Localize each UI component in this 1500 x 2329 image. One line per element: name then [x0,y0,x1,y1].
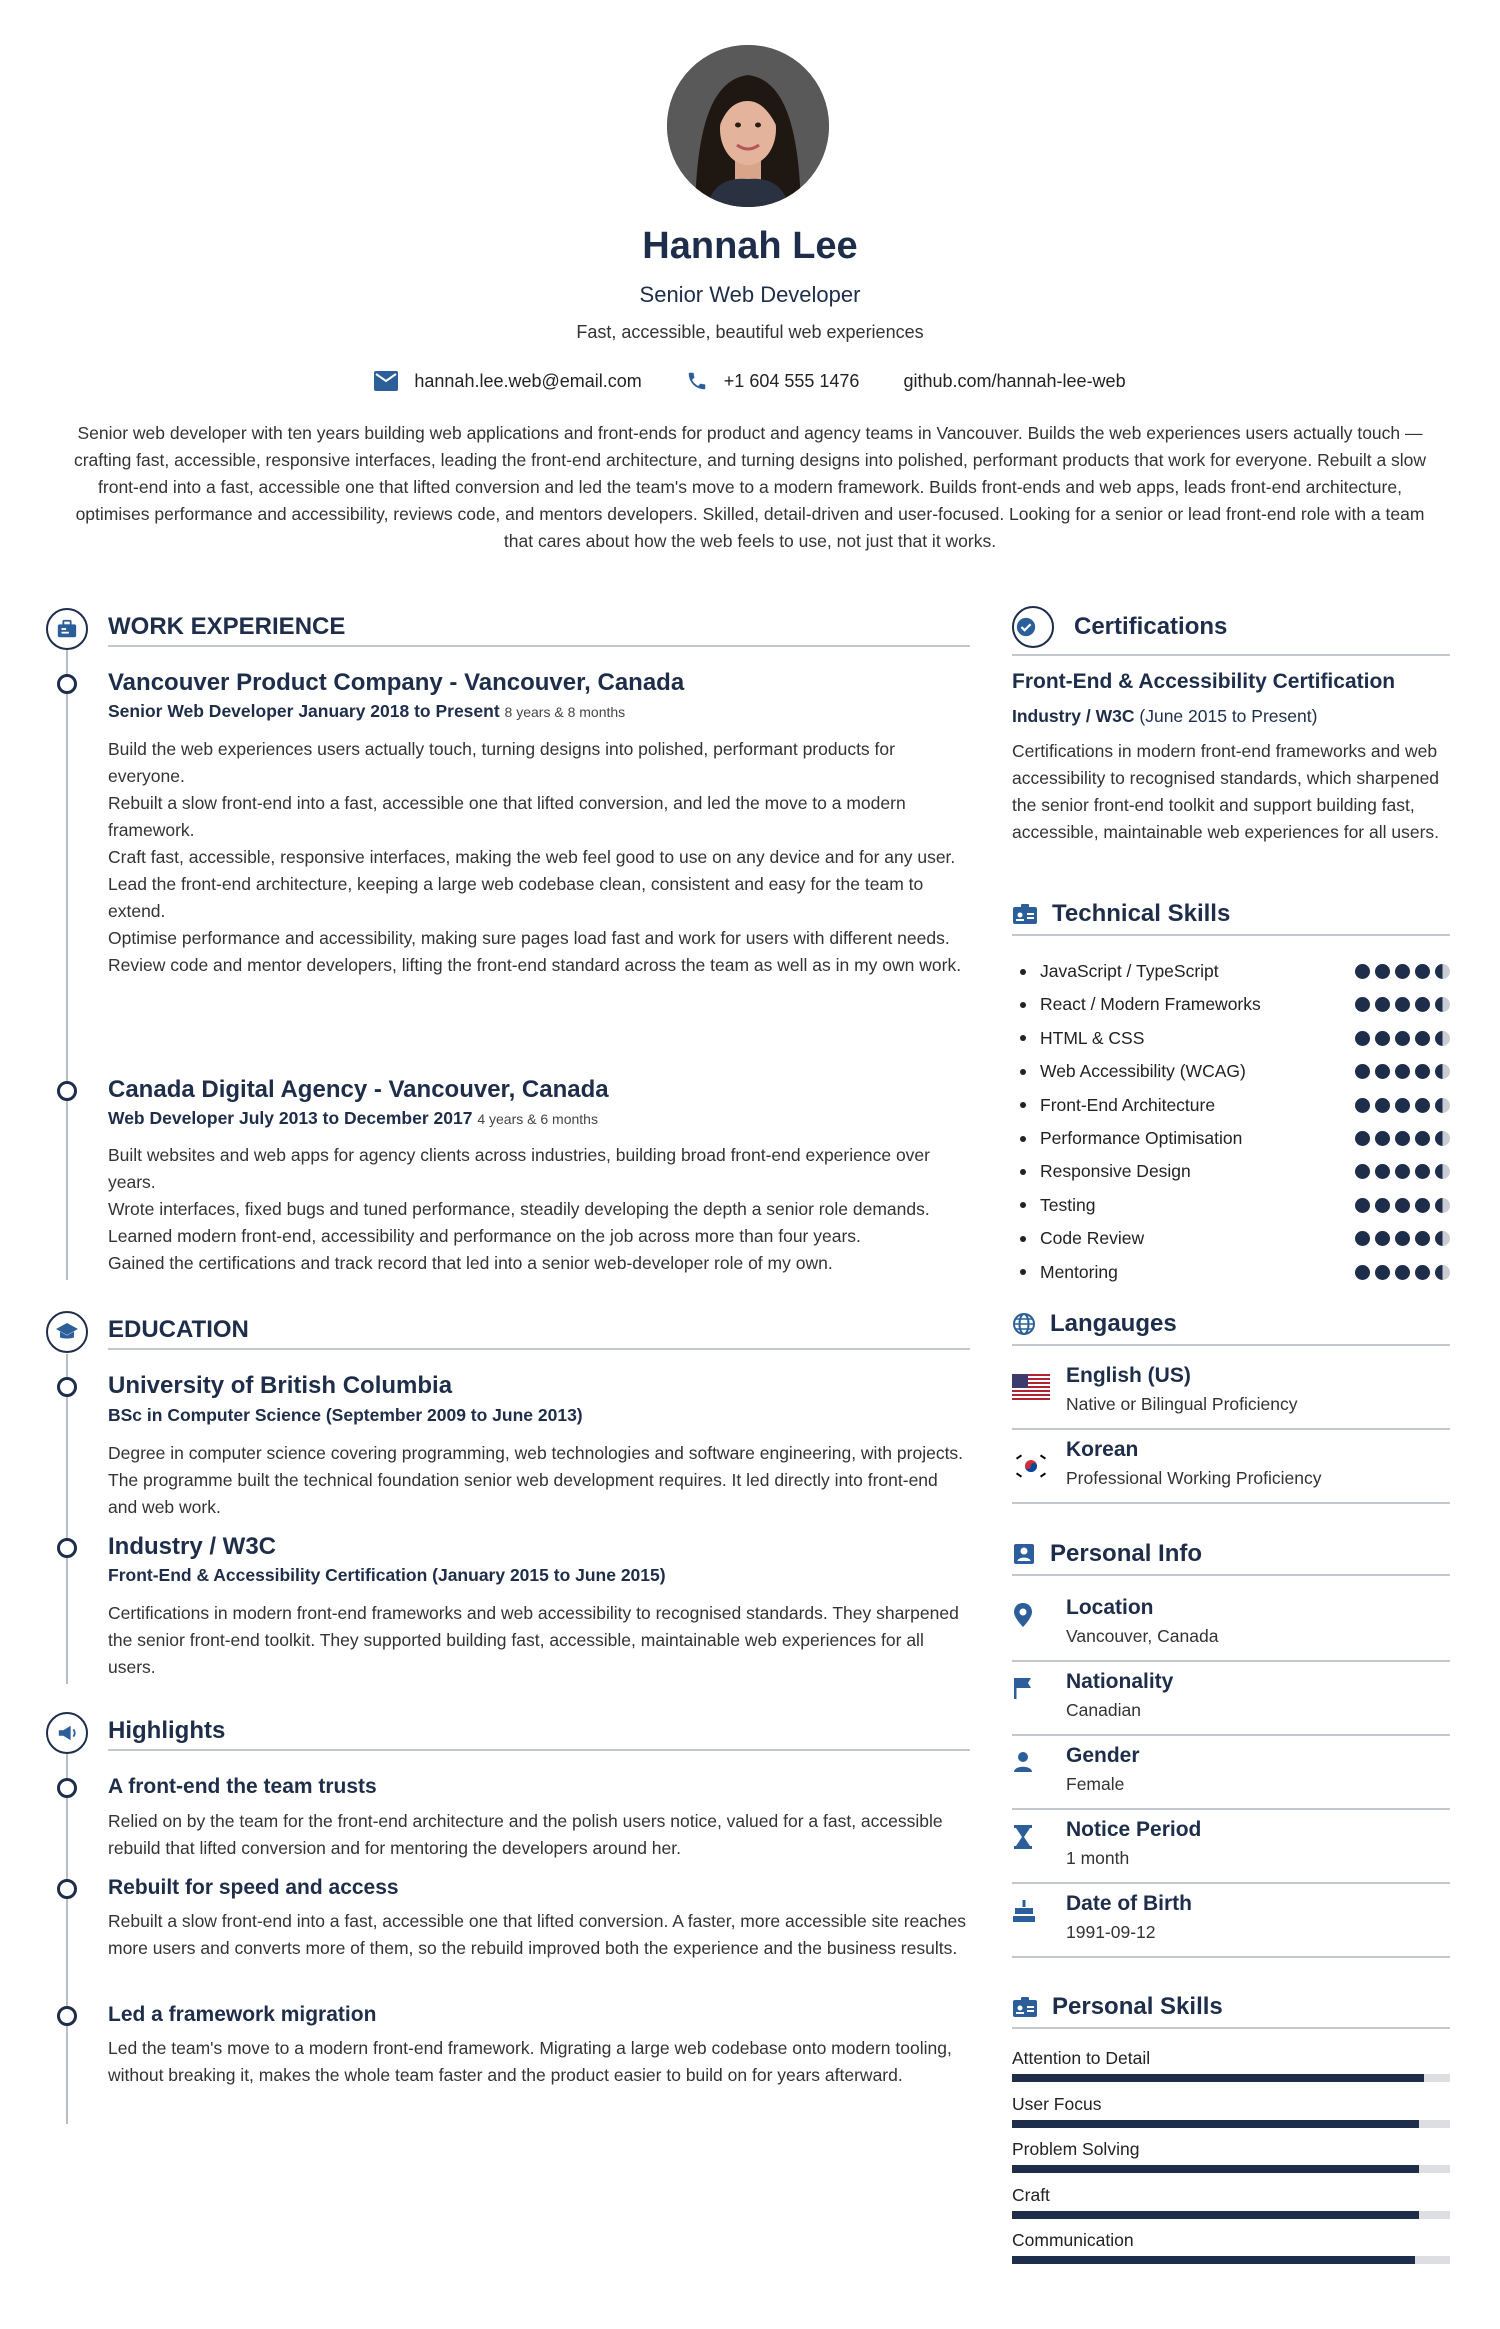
technical-skill-label: Front-End Architecture [1040,1094,1216,1115]
language-level: Native or Bilingual Proficiency [1066,1394,1298,1414]
personal-skill-bar-fill [1012,2074,1424,2082]
certification-dates: (June 2015 to Present) [1139,706,1318,726]
degree-dates: (January 2015 to June 2015) [432,1565,666,1585]
tagline: Fast, accessible, beautiful web experiences [576,322,924,342]
job-dates: July 2013 to December 2017 [238,1108,473,1128]
phone-contact[interactable] [686,370,860,392]
info-row-gender [1012,1736,1450,1810]
technical-skill-row [1012,1022,1450,1055]
rating-dot [1375,1064,1390,1079]
certification-description: Certifications in modern front-end frameworks and web accessibility to recognised standards, which sharpened the senior front-end toolkit and support building fast, accessible, maintainable web experiences for all users. [1012,741,1440,842]
certification-name: Front-End & Accessibility Certification [1012,670,1396,693]
education-description: Degree in computer science covering programming, web technologies and software engineering, with projects. The programme built the technical foundation senior web development requires. It led directly into front-end and web work. [108,1443,964,1517]
job-bullet: Review code and mentor developers, lifting the front-end standard across the team as well as in my own work. [108,955,962,975]
personal-skill-bar [1012,2256,1450,2264]
rating-dot [1375,1131,1390,1146]
bullet-icon [1020,1169,1026,1175]
website-contact[interactable] [903,371,1125,392]
rating-dot [1415,1231,1430,1246]
highlights-section-icon [46,1712,88,1754]
rating-dot [1415,1031,1430,1046]
rating-dot [1375,1031,1390,1046]
job-company: Vancouver Product Company - Vancouver, Canada [108,669,685,696]
rating-dot [1375,997,1390,1012]
id-card-icon [1012,903,1038,925]
rating-dot [1415,1164,1430,1179]
info-label: Date of Birth [1066,1892,1192,1915]
bullet-icon [1020,969,1026,975]
summary-paragraph: Senior web developer with ten years building web applications and front-ends for product and agency teams in Vancouver. Builds the web experiences users actually touch — crafting fast, accessible, responsive interfaces, leading the front-end architecture, and turning designs into polished, performant products that work for everyone. Rebuilt a slow front-end into a fast, accessible one that lifted conversion and led the team's move to a modern framework. Builds front-ends and web apps, leads front-end architecture, optimises performance and accessibility, reviews code, and mentors developers. Skilled, detail-driven and user-focused. Looking for a senior or lead front-end role with a team that cares about how the web feels to use, not just that it works. [73,423,1427,551]
highlight-title: A front-end the team trusts [108,1775,377,1798]
skill-rating [1355,1164,1450,1179]
technical-skill-label: JavaScript / TypeScript [1040,961,1219,981]
skill-rating [1355,1031,1450,1046]
technical-skill-row [1012,988,1450,1021]
skill-rating [1355,964,1450,979]
job-title: Senior Web Developer [639,282,861,307]
rating-dot [1435,1265,1450,1280]
rating-dot [1395,964,1410,979]
skill-rating [1355,1064,1450,1079]
technical-skills-heading-text: Technical Skills [1052,900,1231,927]
skill-rating [1355,1231,1450,1246]
job-meta [108,701,625,722]
info-row-location [1012,1588,1450,1662]
rating-dot [1375,1098,1390,1113]
phone-text: +1 604 555 1476 [723,370,860,391]
info-label: Gender [1066,1744,1140,1767]
bullet-icon [1020,1202,1026,1208]
degree-name: Front-End & Accessibility Certification [108,1565,428,1585]
badge-check-icon [1015,616,1037,638]
personal-skills-heading [1012,1993,1450,2029]
job-duration: 4 years & 6 months [477,1111,598,1127]
technical-skill-row [1012,1155,1450,1188]
languages-heading [1012,1310,1450,1346]
timeline-dot [57,1778,77,1798]
education-description: Certifications in modern front-end frameworks and web accessibility to recognised standards. They sharpened the senior front-end toolkit. They supported building fast, accessible, maintainable web experiences for all users. [108,1603,959,1677]
rating-dot [1395,1098,1410,1113]
job-role: Web Developer [108,1108,235,1128]
highlights-heading: Highlights [108,1717,970,1751]
cake-icon [1012,1898,1036,1924]
profile-photo [667,45,829,207]
certification-meta [1012,706,1317,727]
technical-skill-label: Testing [1040,1194,1096,1215]
rating-dot [1395,1231,1410,1246]
personal-skill-bar [1012,2120,1450,2128]
rating-dot [1435,1164,1450,1179]
personal-skill-label: Communication [1012,2230,1134,2250]
personal-skill-bar [1012,2211,1450,2219]
rating-dot [1435,964,1450,979]
bullet-icon [1020,1069,1026,1075]
technical-skill-row [1012,1256,1450,1289]
id-card-icon [1012,1996,1038,2018]
rating-dot [1355,1064,1370,1079]
bullet-icon [1020,1136,1026,1142]
graduation-cap-icon [55,1321,79,1343]
degree-meta [108,1565,666,1586]
rating-dot [1395,1198,1410,1213]
highlight-title: Led a framework migration [108,2003,377,2026]
technical-skill-label: Mentoring [1040,1261,1118,1282]
job-bullet: Built websites and web apps for agency clients across industries, building broad front-end experience over years. [108,1145,930,1192]
personal-skill-bar-fill [1012,2120,1419,2128]
technical-skill-label: Web Accessibility (WCAG) [1040,1061,1246,1082]
rating-dot [1355,1231,1370,1246]
rating-dot [1395,1031,1410,1046]
personal-info-heading [1012,1540,1450,1576]
language-row [1012,1358,1450,1430]
highlight-body: Led the team's move to a modern front-end framework. Migrating a large web codebase onto modern tooling, without breaking it, makes the whole team faster and the product easier to build on for years afterward. [108,2038,952,2085]
job-bullet: Learned modern front-end, accessibility and performance on the job across more than four years. [108,1226,861,1246]
info-row-nationality [1012,1662,1450,1736]
rating-dot [1355,997,1370,1012]
job-bullets [108,1142,970,1277]
location-pin-icon [1012,1602,1034,1628]
job-bullet: Wrote interfaces, fixed bugs and tuned performance, steadily developing the depth a senior role demands. [108,1199,930,1219]
person-icon [1012,1750,1034,1774]
info-value: 1991-09-12 [1066,1922,1156,1942]
email-contact[interactable] [374,371,641,392]
skill-rating [1355,997,1450,1012]
job-bullet: Gained the certifications and track record that led into a senior web-developer role of my own. [108,1253,833,1273]
timeline-dot [57,1879,77,1899]
degree-name: BSc in Computer Science [108,1405,321,1425]
job-duration: 8 years & 8 months [504,704,626,720]
rating-dot [1435,1131,1450,1146]
candidate-name: Hannah Lee [642,225,858,267]
school-name: Industry / W3C [108,1533,277,1560]
email-text: hannah.lee.web@email.com [414,370,642,391]
personal-skill-bar [1012,2165,1450,2173]
info-value: Female [1066,1774,1125,1794]
personal-skill-label: Craft [1012,2184,1050,2205]
rating-dot [1415,1265,1430,1280]
rating-dot [1435,1098,1450,1113]
work-timeline [66,650,68,1280]
globe-icon [1012,1312,1036,1336]
skill-rating [1355,1098,1450,1113]
briefcase-icon [56,618,78,640]
technical-skill-label: Responsive Design [1040,1161,1191,1182]
technical-skill-row [1012,1089,1450,1122]
language-name: Korean [1066,1438,1139,1461]
rating-dot [1435,1064,1450,1079]
rating-dot [1395,1164,1410,1179]
personal-skill-label: User Focus [1012,2093,1102,2114]
info-label: Location [1066,1596,1154,1619]
education-section-icon [46,1311,88,1353]
rating-dot [1395,1131,1410,1146]
rating-dot [1415,1198,1430,1213]
certifications-heading-text: Certifications [1074,613,1228,640]
technical-skill-label: HTML & CSS [1040,1027,1145,1048]
languages-heading-text: Langauges [1050,1310,1177,1337]
bullet-icon [1020,1236,1026,1242]
job-bullet: Lead the front-end architecture, keeping a large web codebase clean, consistent and easy for the team to extend. [108,874,924,921]
personal-skill-bar-fill [1012,2211,1419,2219]
job-role: Senior Web Developer [108,701,294,721]
timeline-dot [57,2006,77,2026]
technical-skill-row [1012,1055,1450,1088]
language-level: Professional Working Proficiency [1066,1468,1322,1488]
skill-rating [1355,1265,1450,1280]
language-row [1012,1430,1450,1504]
rating-dot [1415,1131,1430,1146]
job-dates: January 2018 to Present [298,701,500,721]
info-value: Canadian [1066,1700,1141,1720]
timeline-dot [57,1538,77,1558]
info-value: Vancouver, Canada [1066,1626,1219,1646]
rating-dot [1415,1098,1430,1113]
rating-dot [1355,1031,1370,1046]
flag-icon [1012,1676,1034,1700]
education-timeline [66,1354,68,1684]
highlights-timeline [66,1754,68,2124]
rating-dot [1395,1064,1410,1079]
job-bullet: Optimise performance and accessibility, making sure pages load fast and work for users with different needs. [108,928,950,948]
rating-dot [1435,997,1450,1012]
technical-skill-row [1012,1222,1450,1255]
personal-info-heading-text: Personal Info [1050,1540,1203,1567]
us-flag-icon [1012,1374,1050,1400]
info-label: Nationality [1066,1670,1174,1693]
job-bullets [108,736,970,979]
job-meta [108,1108,598,1129]
technical-skill-label: React / Modern Frameworks [1040,994,1261,1015]
job-bullet: Build the web experiences users actually touch, turning designs into polished, performant products for everyone. [108,739,895,786]
certifications-heading [1012,606,1450,656]
language-name: English (US) [1066,1364,1191,1387]
timeline-dot [57,674,77,694]
education-heading: EDUCATION [108,1316,970,1350]
personal-skill-bar-fill [1012,2256,1415,2264]
technical-skill-label: Code Review [1040,1228,1145,1249]
rating-dot [1355,964,1370,979]
bullet-icon [1020,1002,1026,1008]
technical-skills-heading [1012,900,1450,936]
rating-dot [1375,964,1390,979]
personal-skill-label: Problem Solving [1012,2139,1140,2159]
rating-dot [1415,1064,1430,1079]
rating-dot [1355,1131,1370,1146]
rating-dot [1355,1265,1370,1280]
hourglass-icon [1012,1824,1034,1850]
highlight-body: Rebuilt a slow front-end into a fast, accessible one that lifted conversion. A faster, more accessible site reaches more users and converts more of them, so the rebuild improved both the experience and the business results. [108,1911,966,1958]
rating-dot [1395,997,1410,1012]
contact-card-icon [1012,1542,1036,1566]
personal-skill-bar-fill [1012,2165,1419,2173]
bullet-icon [1020,1102,1026,1108]
timeline-dot [57,1377,77,1397]
phone-icon [686,370,708,392]
highlight-body: Relied on by the team for the front-end architecture and the polish users notice, valued for a fast, accessible rebuild that lifted conversion and for mentoring the developers around her. [108,1811,943,1858]
personal-skills-heading-text: Personal Skills [1052,1993,1223,2020]
technical-skill-row [1012,955,1450,988]
technical-skill-row [1012,1189,1450,1222]
job-bullet: Rebuilt a slow front-end into a fast, accessible one that lifted conversion, and led the move to a modern framework. [108,793,906,840]
degree-dates: (September 2009 to June 2013) [325,1405,583,1425]
info-value: 1 month [1066,1848,1130,1868]
rating-dot [1435,1198,1450,1213]
bullet-icon [1020,1035,1026,1041]
job-bullet: Craft fast, accessible, responsive interfaces, making the web feel good to use on any device and for any user. [108,847,956,867]
work-section-icon [46,608,88,650]
rating-dot [1375,1265,1390,1280]
contact-bar [0,370,1500,392]
kr-flag-icon [1012,1452,1050,1480]
rating-dot [1355,1164,1370,1179]
rating-dot [1355,1198,1370,1213]
rating-dot [1435,1031,1450,1046]
info-label: Notice Period [1066,1818,1202,1841]
technical-skill-label: Performance Optimisation [1040,1128,1243,1148]
rating-dot [1375,1164,1390,1179]
rating-dot [1355,1098,1370,1113]
rating-dot [1375,1198,1390,1213]
rating-dot [1415,964,1430,979]
megaphone-icon [56,1723,78,1743]
rating-dot [1375,1231,1390,1246]
info-row-dob [1012,1884,1450,1958]
bullet-icon [1020,1269,1026,1275]
highlight-title: Rebuilt for speed and access [108,1876,399,1899]
certifications-section-icon [1012,606,1054,648]
rating-dot [1395,1265,1410,1280]
skill-rating [1355,1131,1450,1146]
degree-meta [108,1405,583,1426]
school-name: University of British Columbia [108,1372,453,1399]
personal-skill-bar [1012,2074,1450,2082]
envelope-icon [374,371,398,391]
rating-dot [1415,997,1430,1012]
timeline-dot [57,1081,77,1101]
job-company: Canada Digital Agency - Vancouver, Canada [108,1076,609,1103]
website-text: github.com/hannah-lee-web [903,370,1126,391]
info-row-notice [1012,1810,1450,1884]
rating-dot [1435,1231,1450,1246]
certification-issuer: Industry / W3C [1012,706,1135,726]
work-heading: WORK EXPERIENCE [108,613,970,647]
skill-rating [1355,1198,1450,1213]
technical-skill-row [1012,1122,1450,1155]
personal-skill-label: Attention to Detail [1012,2048,1151,2068]
